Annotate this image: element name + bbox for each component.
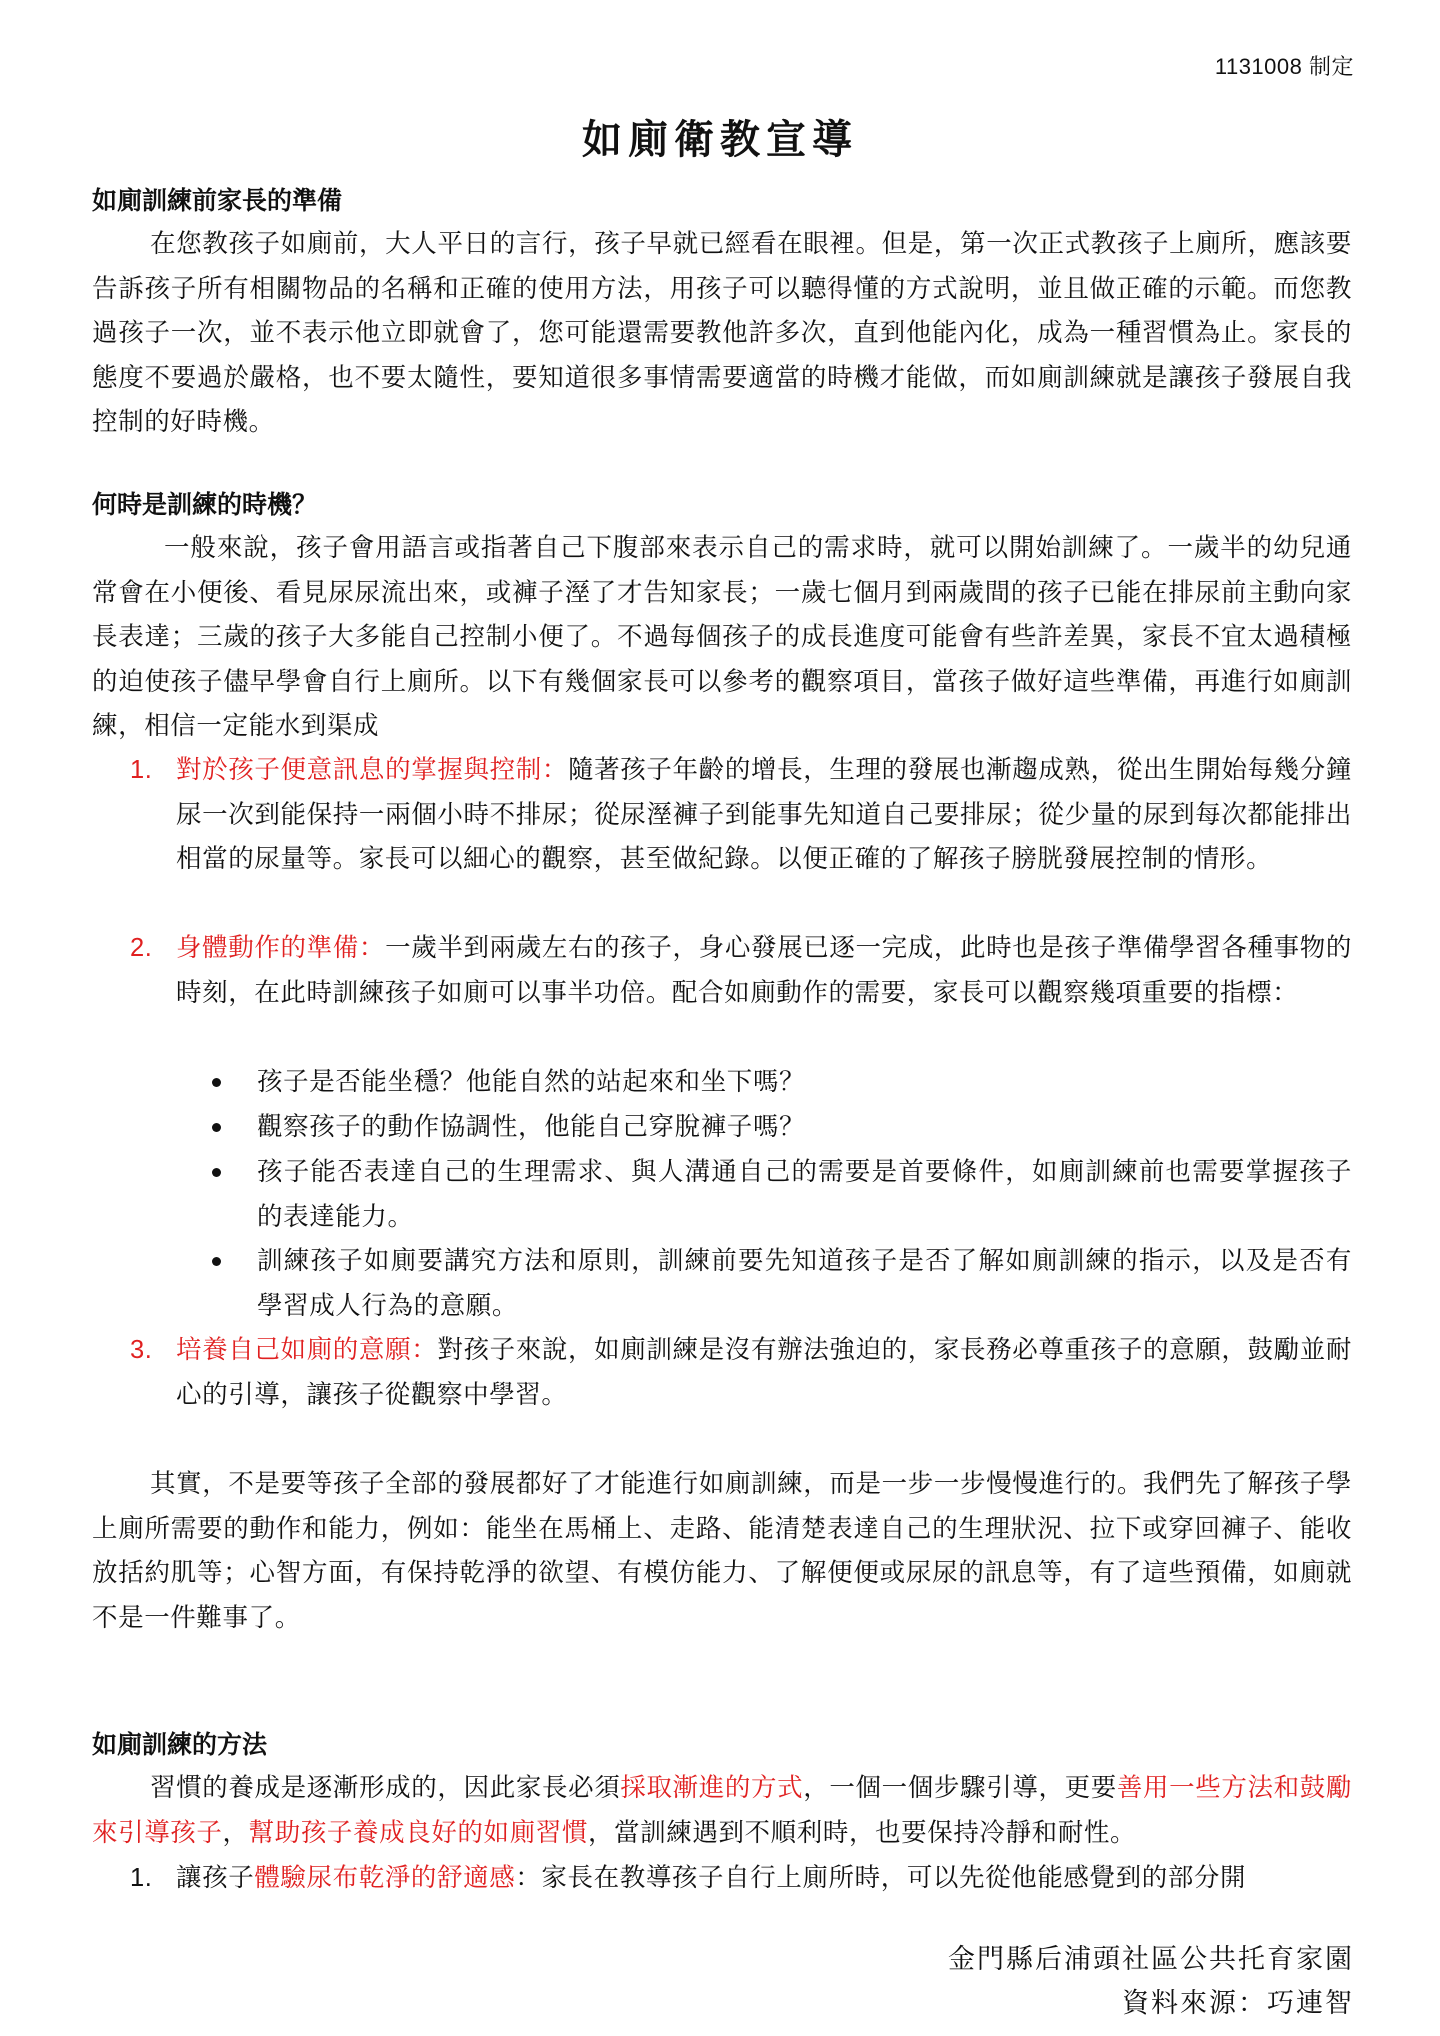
methods-highlight: 幫助孩子養成良好的如廁習慣 bbox=[248, 1817, 588, 1848]
bullet-dot bbox=[212, 1257, 221, 1266]
revision-stamp: 1131008 制定 bbox=[1214, 54, 1354, 79]
methods-highlight: 善用一些方法和鼓勵來引導孩子 bbox=[92, 1773, 1353, 1848]
list-item-text: ：家長在教導孩子自行上廁所時，可以先從他能感覺到的部分開 bbox=[515, 1863, 1247, 1893]
bullet-dot bbox=[212, 1123, 221, 1132]
bullet-item bbox=[212, 1239, 1352, 1328]
methods-text: 習慣的養成是逐漸形成的，因此家長必須 bbox=[150, 1773, 621, 1803]
methods-text: ，一個一個步驟引導，更要 bbox=[803, 1773, 1117, 1803]
bullet-item bbox=[212, 1150, 1352, 1239]
section-paragraph-timing: 一般來說，孩子會用語言或指著自己下腹部來表示自己的需求時，就可以開始訓練了。一歲半的幼兒通常會在小便後、看見尿尿流出來，或褲子溼了才告知家長；一歲七個月到兩歲間的孩子已能在排尿前主動向家長表達；三歲的孩子大多能自己控制小便了。不過每個孩子的成長進度可能會有些許差異，家長不宜太過積極的迫使孩子儘早學會自行上廁所。以下有幾個家長可以參考的觀察項目，當孩子做好這些準備，再進行如廁訓練，相信一定能水到渠成 bbox=[92, 533, 1352, 741]
bullet-item bbox=[212, 1060, 1352, 1105]
bullet-text: 觀察孩子的動作協調性，他能自己穿脫褲子嗎？ bbox=[257, 1112, 806, 1142]
list-item-3 bbox=[130, 1328, 1352, 1417]
list-item-1 bbox=[130, 748, 1352, 882]
methods-list-item-1 bbox=[130, 1856, 1352, 1901]
list-number: 1. bbox=[130, 1864, 153, 1892]
footer-organization: 金門縣后浦頭社區公共托育家園 bbox=[948, 1944, 1354, 1975]
methods-highlight: 採取漸進的方式 bbox=[620, 1773, 804, 1803]
bullet-item bbox=[212, 1105, 1352, 1150]
section-paragraph-methods bbox=[92, 1766, 1352, 1855]
methods-text: ，當訓練遇到不順利時，也要保持冷靜和耐性。 bbox=[587, 1817, 1137, 1848]
page-title: 如廁衛教宣導 bbox=[582, 116, 858, 163]
footer-source: 資料來源：巧連智 bbox=[1122, 1988, 1354, 2019]
section-paragraph-closing: 其實，不是要等孩子全部的發展都好了才能進行如廁訓練，而是一步一步慢慢進行的。我們先了解孩子學上廁所需要的動作和能力，例如：能坐在馬桶上、走路、能清楚表達自己的生理狀況、拉下或穿回褲子、能收放括約肌等；心智方面，有保持乾淨的欲望、有模仿能力、了解便便或尿尿的訊息等，有了這些預備，如廁就不是一件難事了。 bbox=[92, 1469, 1352, 1633]
list-number: 2. bbox=[130, 934, 153, 962]
bullet-dot bbox=[212, 1168, 221, 1177]
list-item-lead: 對於孩子便意訊息的掌握與控制： bbox=[176, 755, 569, 785]
bullet-text: 孩子能否表達自己的生理需求、與人溝通自己的需要是首要條件，如廁訓練前也需要掌握孩子的表達能力。 bbox=[257, 1157, 1352, 1232]
section-heading-methods bbox=[92, 1730, 267, 1760]
footer bbox=[948, 1938, 1354, 2026]
section-heading-timing: 何時是訓練的時機？ bbox=[92, 490, 318, 519]
section-heading-text: 如廁訓練的方法 bbox=[92, 1730, 268, 1759]
list-item-highlight: 體驗尿布乾淨的舒適感 bbox=[254, 1863, 516, 1893]
list-item-lead: 培養自己如廁的意願： bbox=[176, 1335, 438, 1365]
list-item-text: 一歲半到兩歲左右的孩子，身心發展已逐一完成，此時也是孩子準備學習各種事物的時刻，在此時訓練孩子如廁可以事半功倍。配合如廁動作的需要，家長可以觀察幾項重要的指標： bbox=[176, 933, 1352, 1008]
bullet-text: 孩子是否能坐穩？他能自然的站起來和坐下嗎？ bbox=[257, 1067, 806, 1097]
list-item-lead: 身體動作的準備： bbox=[176, 933, 386, 963]
list-number: 3. bbox=[130, 1336, 153, 1364]
list-item-text: 讓孩子 bbox=[176, 1863, 255, 1893]
list-number: 1. bbox=[130, 756, 153, 784]
bullet-text: 訓練孩子如廁要講究方法和原則，訓練前要先知道孩子是否了解如廁訓練的指示，以及是否有學習成人行為的意願。 bbox=[257, 1246, 1352, 1321]
list-item-text: 隨著孩子年齡的增長，生理的發展也漸趨成熟，從出生開始每幾分鐘尿一次到能保持一兩個小時不排尿；從尿溼褲子到能事先知道自己要排尿；從少量的尿到每次都能排出相當的尿量等。家長可以細心的觀察，甚至做紀錄。以便正確的了解孩子膀胱發展控制的情形。 bbox=[176, 755, 1352, 874]
section-paragraph-preparation: 在您教孩子如廁前，大人平日的言行，孩子早就已經看在眼裡。但是，第一次正式教孩子上廁所，應該要告訴孩子所有相關物品的名稱和正確的使用方法，用孩子可以聽得懂的方式說明，並且做正確的示範。而您教過孩子一次，並不表示他立即就會了，您可能還需要教他許多次，直到他能內化，成為一種習慣為止。家長的態度不要過於嚴格，也不要太隨性，要知道很多事情需要適當的時機才能做，而如廁訓練就是讓孩子發展自我控制的好時機。 bbox=[92, 229, 1352, 437]
list-item-text: 對孩子來說，如廁訓練是沒有辦法強迫的，家長務必尊重孩子的意願，鼓勵並耐心的引導，讓孩子從觀察中學習。 bbox=[176, 1335, 1352, 1410]
section-heading-preparation: 如廁訓練前家長的準備 bbox=[92, 186, 343, 215]
methods-text: ， bbox=[222, 1817, 249, 1848]
bullet-dot bbox=[212, 1078, 221, 1087]
list-item-2 bbox=[130, 926, 1352, 1015]
